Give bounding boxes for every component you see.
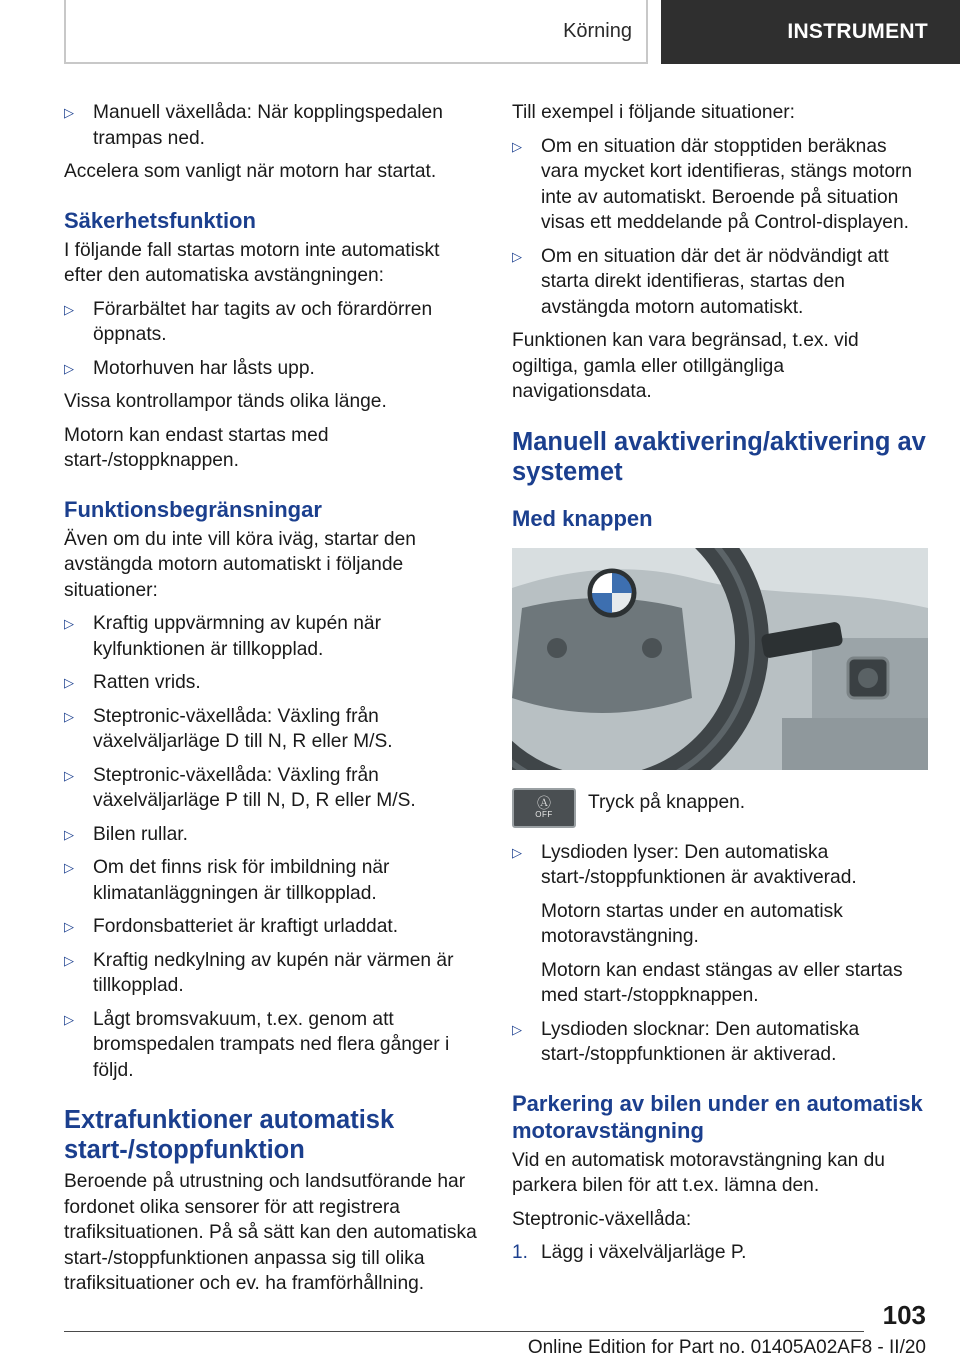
list-item <box>64 822 479 848</box>
list-item-text: Lysdioden lyser: Den automatiska start-/stoppfunktionen är avaktiverad. <box>541 841 857 888</box>
paragraph: Motorn kan endast startas med start-/stoppknappen. <box>64 424 329 471</box>
list-item <box>64 763 479 814</box>
list-item-text: Kraftig uppvärmning av kupén när kylfunktionen är tillkopplad. <box>93 613 381 660</box>
paragraph: Beroende på utrustning och landsutförande har fordonet olika sensorer för att registrera trafiksituationen. På så sätt kan den automatiska start-/stoppfunktionen anpassa sig till olika trafiksituationer och ev. ha framförhållning. <box>64 1171 477 1294</box>
list-item <box>64 948 479 999</box>
list-item <box>64 704 479 755</box>
heading-manual-deactivation: Manuell avaktivering/aktivering av systemet <box>512 427 926 486</box>
section-tab <box>64 0 648 64</box>
heading-limits: Funktionsbegränsningar <box>64 496 322 522</box>
paragraph: Till exempel i följande situationer: <box>512 102 795 123</box>
steering-wheel-photo <box>512 548 928 770</box>
triangle-bullet-icon: ▷ <box>64 919 74 934</box>
list-item-text: Lågt bromsvakuum, t.ex. genom att bromspedalen trampats ned flera gånger i följd. <box>93 1008 450 1081</box>
triangle-bullet-icon: ▷ <box>64 767 74 783</box>
step-number: 1. <box>512 1242 528 1263</box>
auto-start-stop-off-button-icon <box>512 788 576 828</box>
section-tab-label: Körning <box>563 19 632 42</box>
auto-start-stop-icon: Ⓐ <box>537 795 551 811</box>
paragraph: I följande fall startas motorn inte automatiskt efter den automatiska avstängningen: <box>64 239 440 286</box>
paragraph: Vid en automatisk motoravstängning kan du parkera bilen för att t.ex. lämna den. <box>512 1149 885 1196</box>
press-button-text: Tryck på knappen. <box>588 791 746 813</box>
button-instruction <box>512 788 928 828</box>
paragraph: Motorn startas under en automatisk motoravstängning. <box>541 900 843 947</box>
list-item <box>512 134 928 236</box>
list-item <box>64 670 479 696</box>
paragraph: Även om du inte vill köra iväg, startar den avstängda motorn automatiskt i följande situationer: <box>64 528 416 601</box>
triangle-bullet-icon: ▷ <box>512 844 522 860</box>
step-text: Lägg i växelväljarläge P. <box>541 1242 747 1263</box>
chapter-tab <box>661 0 960 64</box>
list-item <box>64 297 479 348</box>
list-item <box>64 100 479 151</box>
chapter-tab-label: INSTRUMENT <box>787 20 928 43</box>
off-label: OFF <box>535 810 553 819</box>
steering-wheel-illustration <box>512 548 928 770</box>
page-number: 103 <box>882 1300 926 1330</box>
list-item-text: Motorhuven har låsts upp. <box>93 357 315 379</box>
list-item-text: Fordonsbatteriet är kraftigt urladdat. <box>93 916 399 937</box>
triangle-bullet-icon: ▷ <box>64 1011 74 1027</box>
paragraph: Funktionen kan vara begränsad, t.ex. vid ogiltiga, gamla eller otillgängliga navigationsdata. <box>512 330 859 402</box>
triangle-bullet-icon: ▷ <box>64 360 74 376</box>
paragraph: Motorn kan endast stängas av eller startas med start-/stoppknappen. <box>541 959 903 1006</box>
list-item <box>512 244 928 321</box>
triangle-bullet-icon: ▷ <box>64 826 74 842</box>
list-item-text: Manuell växellåda: När kopplingspedalen trampas ned. <box>93 102 443 149</box>
footer-divider <box>64 1331 864 1332</box>
list-item-text: Bilen rullar. <box>93 823 188 845</box>
right-column <box>512 100 928 1274</box>
list-item-text: Lysdioden slocknar: Den automatiska start-/stoppfunktionen är aktiverad. <box>541 1018 860 1065</box>
list-item-text: Om en situation där det är nödvändigt att starta direkt identifieras, startas den avstängda motorn automatiskt. <box>541 245 889 318</box>
paragraph: Accelera som vanligt när motorn har startat. <box>64 161 437 182</box>
triangle-bullet-icon: ▷ <box>64 952 74 968</box>
triangle-bullet-icon: ▷ <box>64 105 74 120</box>
list-item <box>64 356 479 382</box>
list-item-text: Steptronic-växellåda: Växling från växelväljarläge P till N, D, R eller M/S. <box>93 764 416 811</box>
list-item-text: Ratten vrids. <box>93 672 201 693</box>
left-column <box>64 100 479 1305</box>
numbered-step <box>512 1240 928 1266</box>
list-item <box>64 855 479 906</box>
triangle-bullet-icon: ▷ <box>512 138 522 154</box>
heading-with-button: Med knappen <box>512 505 653 531</box>
triangle-bullet-icon: ▷ <box>64 708 74 724</box>
heading-safety: Säkerhetsfunktion <box>64 207 256 233</box>
list-item <box>64 914 479 940</box>
heading-extra-functions: Extrafunktioner automatisk start-/stoppfunktion <box>64 1106 395 1164</box>
list-item-text: Förarbältet har tagits av och förardörren öppnats. <box>93 298 433 345</box>
list-item <box>64 611 479 662</box>
triangle-bullet-icon: ▷ <box>512 248 522 264</box>
list-item-text: Om det finns risk för imbildning när klimatanläggningen är tillkopplad. <box>93 857 390 904</box>
list-item <box>512 840 928 891</box>
list-item <box>512 1017 928 1068</box>
triangle-bullet-icon: ▷ <box>64 675 74 690</box>
paragraph: Steptronic-växellåda: <box>512 1208 692 1230</box>
triangle-bullet-icon: ▷ <box>64 860 74 875</box>
list-item-text: Om en situation där stopptiden beräknas vara mycket kort identifieras, stängs motorn inte av automatiskt. Beroende på situation visas ett meddelande på Control-displayen. <box>541 135 913 233</box>
footer-edition: Online Edition for Part no. 01405A02AF8 - II/20 <box>527 1337 926 1358</box>
list-item-text: Kraftig nedkylning av kupén när värmen är tillkopplad. <box>93 949 454 996</box>
triangle-bullet-icon: ▷ <box>64 616 74 631</box>
triangle-bullet-icon: ▷ <box>64 301 74 317</box>
heading-parking: Parkering av bilen under en automatisk motoravstängning <box>512 1090 923 1143</box>
list-item-text: Steptronic-växellåda: Växling från växelväljarläge D till N, R eller M/S. <box>93 705 393 752</box>
list-item <box>64 1007 479 1084</box>
paragraph: Vissa kontrollampor tänds olika länge. <box>64 391 387 412</box>
triangle-bullet-icon: ▷ <box>512 1021 522 1037</box>
